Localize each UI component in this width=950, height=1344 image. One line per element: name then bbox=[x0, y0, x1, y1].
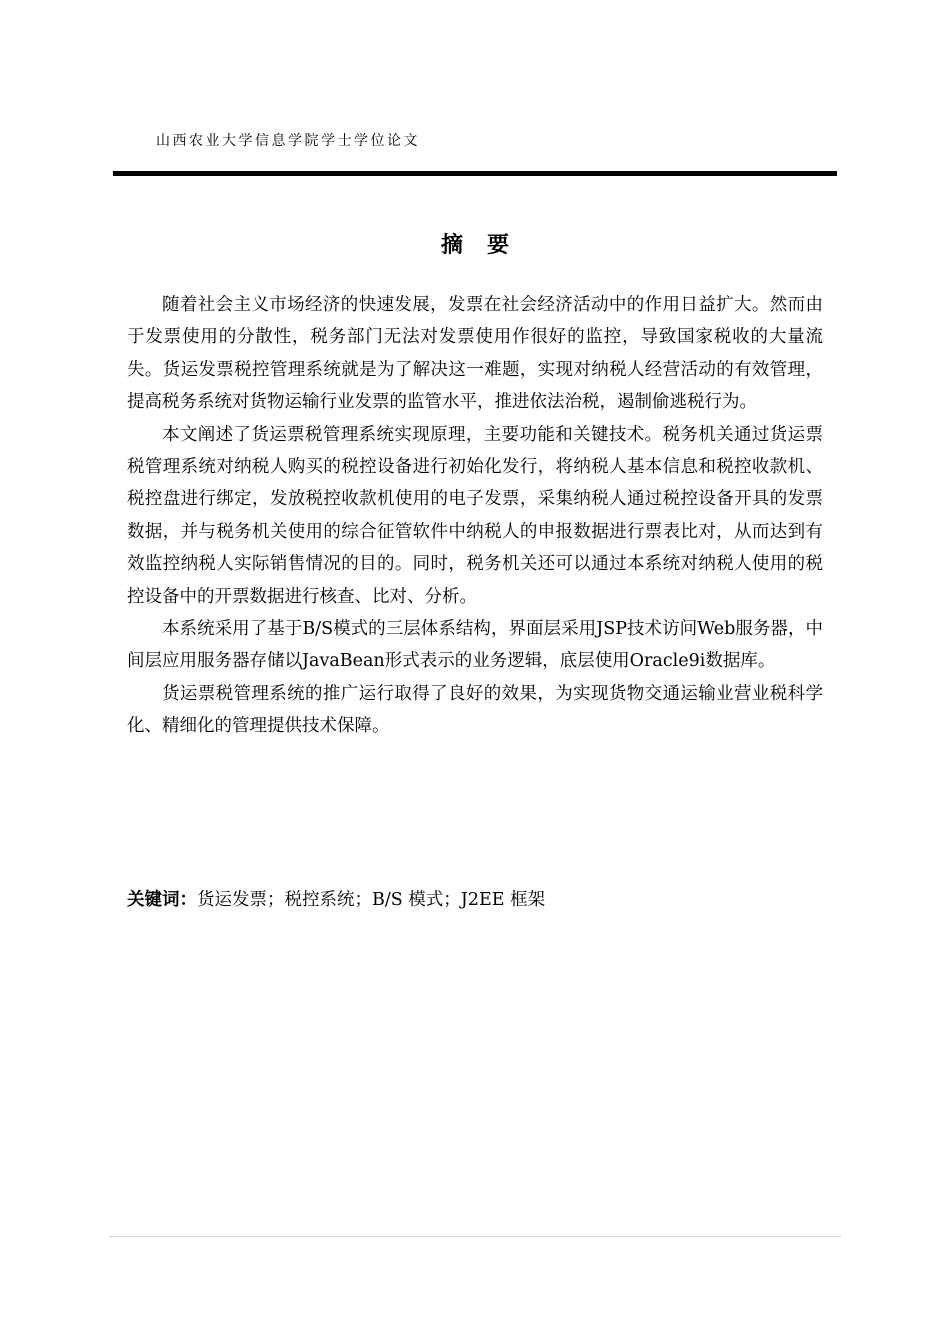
abstract-title: 摘要 bbox=[440, 233, 533, 258]
header-divider bbox=[113, 171, 837, 176]
running-header-title: 山西农业大学信息学院学士学位论文 bbox=[156, 133, 420, 149]
abstract-body bbox=[127, 289, 823, 743]
keywords-line bbox=[127, 884, 823, 916]
abstract-paragraph-1: 随着社会主义市场经济的快速发展，发票在社会经济活动中的作用日益扩大。然而由于发票使用的分散性，税务部门无法对发票使用作很好的监控，导致国家税收的大量流失。货运发票税控管理系统就是为了解决这一难题，实现对纳税人经营活动的有效管理，提高税务系统对货物运输行业发票的监管水平，推进依法治税，遏制偷逃税行为。 bbox=[127, 295, 823, 413]
abstract-paragraph-4: 货运票税管理系统的推广运行取得了良好的效果，为实现货物交通运输业营业税科学化、精细化的管理提供技术保障。 bbox=[127, 683, 823, 737]
footer-divider bbox=[109, 1236, 841, 1237]
abstract-paragraph-3: 本系统采用了基于B/S模式的三层体系结构，界面层采用JSP技术访问Web服务器，中间层应用服务器存储以JavaBean形式表示的业务逻辑，底层使用Oracle9i数据库。 bbox=[127, 619, 823, 672]
abstract-paragraph-2: 本文阐述了货运票税管理系统实现原理，主要功能和关键技术。税务机关通过货运票税管理系统对纳税人购买的税控设备进行初始化发行，将纳税人基本信息和税控收款机、税控盘进行绑定，发放税控收款机使用的电子发票，采集纳税人通过税控设备开具的发票数据，并与税务机关使用的综合征管软件中纳税人的申报数据进行票表比对，从而达到有效监控纳税人实际销售情况的目的。同时，税务机关还可以通过本系统对纳税人使用的税控设备中的开票数据进行核查、比对、分析。 bbox=[127, 424, 823, 607]
keywords-text: 货运发票；税控系统；B/S 模式；J2EE 框架 bbox=[197, 890, 546, 910]
keywords-label: 关键词： bbox=[127, 890, 197, 910]
